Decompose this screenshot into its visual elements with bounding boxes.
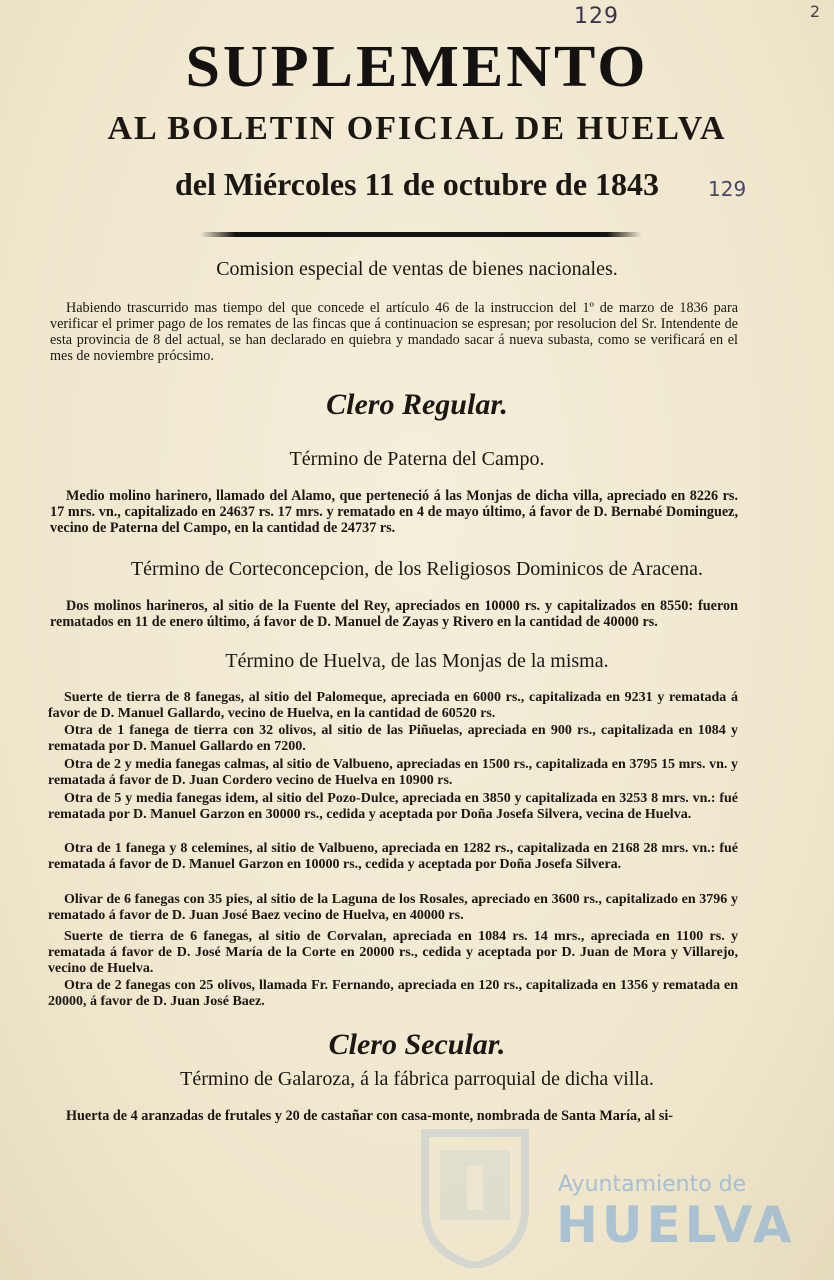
list-item: Otra de 5 y media fanegas idem, al sitio del Pozo-Dulce, apreciada en 3850 y capitalizada en 3253 8 mrs. vn.: fué rematada por D. Manuel Garzon en 30000 rs., cedida y aceptada por Doña Josefa Silvera, vecina de Huelva. bbox=[48, 791, 738, 822]
document-title: SUPLEMENTO bbox=[185, 34, 649, 100]
paragraph-corteconcepcion: Dos molinos harineros, al sitio de la Fuente del Rey, apreciados en 10000 rs. y capitalizados en 8550: fueron rematados en 11 de enero último, á favor de D. Manuel de Zayas y Rivero en la cantidad de 40000 rs. bbox=[50, 598, 738, 630]
list-item: Suerte de tierra de 8 fanegas, al sitio del Palomeque, apreciada en 6000 rs., capitalizada en 9231 y rematada á favor de D. Manuel Gallardo, vecino de Huelva, en la cantidad de 60520 rs. bbox=[48, 690, 738, 721]
section-title-clero-regular: Clero Regular. bbox=[326, 388, 508, 421]
folio-number-side: 129 bbox=[708, 177, 747, 201]
list-item: Otra de 2 fanegas con 25 olivos, llamada Fr. Fernando, apreciada en 120 rs., capitalizada en 1356 y rematada en 20000, á favor de D. Juan José Baez. bbox=[48, 978, 738, 1009]
watermark-text-line2: HUELVA bbox=[556, 1196, 796, 1254]
list-item: Otra de 1 fanega y 8 celemines, al sitio de Valbueno, apreciada en 1282 rs., capitalizada en 2168 28 mrs. vn.: fué rematada á favor de D. Manuel Garzon en 10000 rs., cedida y aceptada por Doña Josefa Silvera. bbox=[48, 841, 738, 872]
heading-huelva: Término de Huelva, de las Monjas de la misma. bbox=[225, 650, 609, 672]
list-item: Otra de 1 fanega de tierra con 32 olivos, al sitio de las Piñuelas, apreciada en 900 rs., capitalizada en 1084 y rematada por D. Manuel Gallardo en 7200. bbox=[48, 723, 738, 754]
section-title-clero-secular: Clero Secular. bbox=[328, 1028, 506, 1061]
paragraph-galaroza: Huerta de 4 aranzadas de frutales y 20 de castañar con casa-monte, nombrada de Santa María, al si- bbox=[66, 1108, 674, 1124]
paragraph-paterna: Medio molino harinero, llamado del Alamo, que perteneció á las Monjas de dicha villa, apreciado en 8226 rs. 17 mrs. vn., capitalizado en 24637 rs. 17 mrs. y rematado en 4 de mayo último, á favor de D. Bernabé Dominguez, vecino de Paterna del Campo, en la cantidad de 24737 rs. bbox=[50, 488, 738, 536]
list-item: Olivar de 6 fanegas con 35 pies, al sitio de la Laguna de los Rosales, apreciado en 3600 rs., capitalizado en 3796 y rematado á favor de D. Juan José Baez vecino de Huelva, en 40000 rs. bbox=[48, 892, 738, 923]
document-subtitle: AL BOLETIN OFICIAL DE HUELVA bbox=[107, 110, 727, 147]
list-item: Suerte de tierra de 6 fanegas, al sitio de Corvalan, apreciada en 1084 rs. 14 mrs., apreciada en 1100 rs. y rematada á favor de D. José María de la Corte en 20000 rs., cedida y aceptada por D. Juan de Mora y Villarejo, vecino de Huelva. bbox=[48, 929, 738, 976]
heading-corteconcepcion: Término de Corteconcepcion, de los Religiosos Dominicos de Aracena. bbox=[130, 558, 704, 580]
corner-annotation: 2 bbox=[809, 2, 820, 21]
list-item: Otra de 2 y media fanegas calmas, al sitio de Valbueno, apreciadas en 1500 rs., capitalizada en 3795 15 mrs. vn. y rematada á favor de D. Juan Cordero vecino de Huelva en 10900 rs. bbox=[48, 757, 738, 788]
intro-heading: Comision especial de ventas de bienes nacionales. bbox=[216, 258, 618, 280]
city-shield-watermark-icon bbox=[420, 1128, 530, 1268]
intro-paragraph: Habiendo trascurrido mas tiempo del que concede el artículo 46 de la instruccion del 1º de marzo de 1836 para verificar el primer pago de los remates de las fincas que á continuacion se espresan; por resolucion del Sr. Intendente de esta provincia de 8 del actual, se han declarado en quiebra y mandado sacar á nueva subasta, como se verificará en el mes de noviembre prócsimo. bbox=[50, 300, 738, 364]
watermark-text-line1: Ayuntamiento de bbox=[558, 1172, 747, 1197]
folio-number-top: 129 bbox=[574, 4, 619, 29]
heading-paterna: Término de Paterna del Campo. bbox=[289, 448, 545, 470]
heading-galaroza: Término de Galaroza, á la fábrica parroquial de dicha villa. bbox=[180, 1068, 654, 1090]
title-divider bbox=[200, 232, 642, 237]
document-date: del Miércoles 11 de octubre de 1843 bbox=[174, 166, 660, 202]
